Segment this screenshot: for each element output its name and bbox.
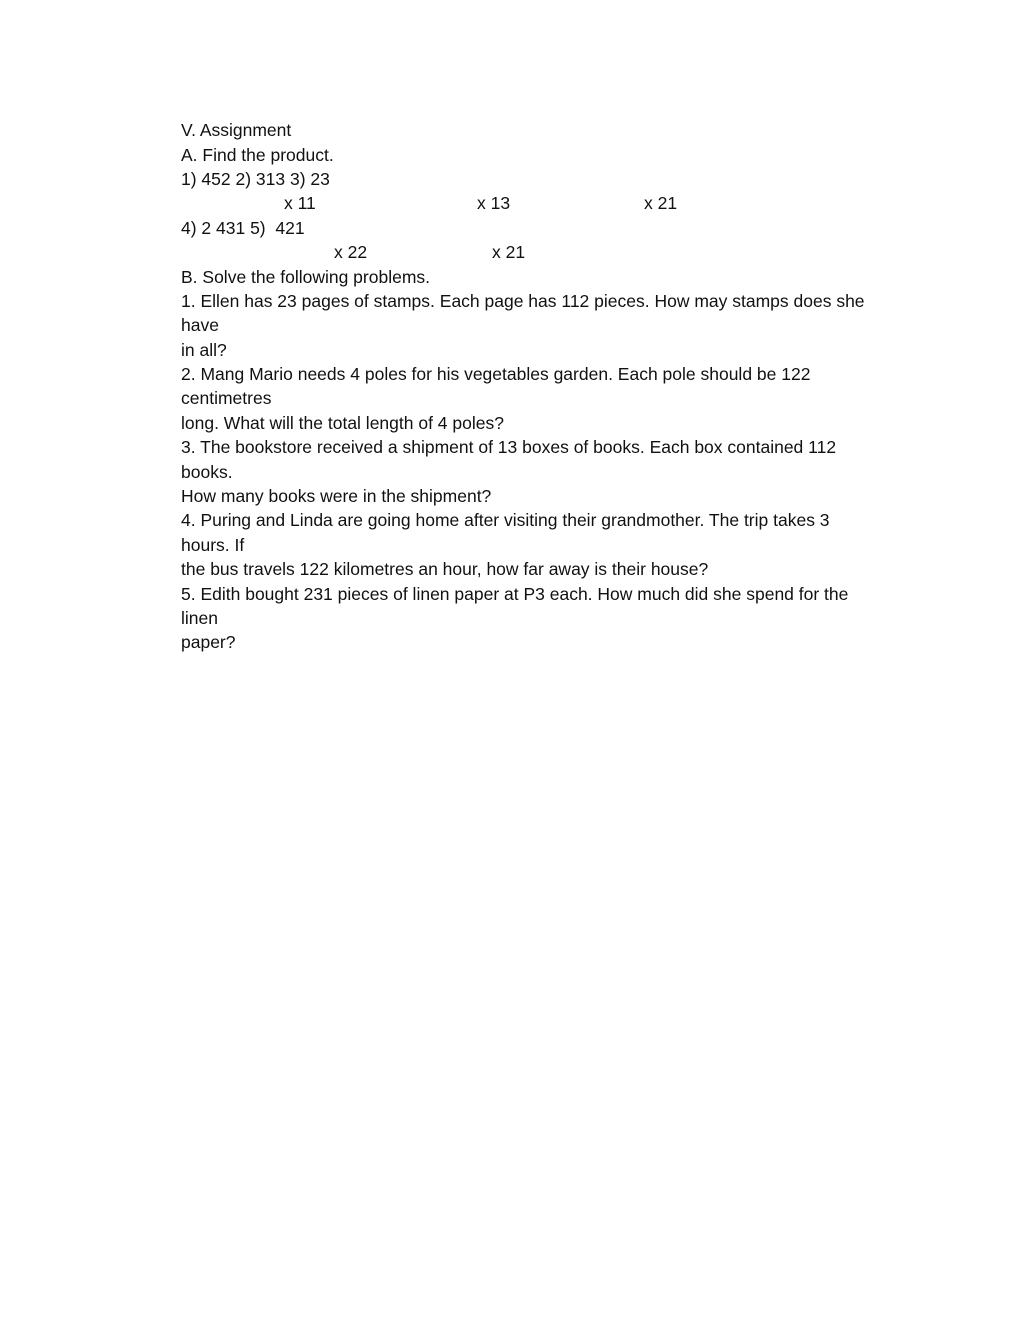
problem-line: long. What will the total length of 4 poles? bbox=[181, 413, 504, 433]
problem-line: centimetres bbox=[181, 388, 272, 408]
problem-line: books. bbox=[181, 462, 233, 482]
problem-line: linen bbox=[181, 608, 218, 628]
problem-line: the bus travels 122 kilometres an hour, how far away is their house? bbox=[181, 559, 709, 579]
problem-line: 5. Edith bought 231 pieces of linen paper at P3 each. How much did she spend for the bbox=[181, 584, 849, 604]
part-b-heading: B. Solve the following problems. bbox=[181, 267, 431, 287]
multiplier-5: x 21 bbox=[492, 242, 526, 262]
multiplier-4: x 22 bbox=[334, 242, 368, 262]
multiplier-3: x 21 bbox=[644, 193, 678, 213]
part-a-row-2: 4) 2 431 5) 421 bbox=[181, 218, 305, 238]
problem-line: paper? bbox=[181, 632, 236, 652]
multiplier-1: x 11 bbox=[284, 193, 316, 213]
problem-line: How many books were in the shipment? bbox=[181, 486, 492, 506]
part-a-heading: A. Find the product. bbox=[181, 145, 334, 165]
problem-line: 3. The bookstore received a shipment of 13 boxes of books. Each box contained 112 bbox=[181, 437, 837, 457]
section-title: V. Assignment bbox=[181, 120, 292, 140]
part-a-row-1: 1) 452 2) 313 3) 23 bbox=[181, 169, 330, 189]
problem-line: 1. Ellen has 23 pages of stamps. Each page has 112 pieces. How may stamps does she bbox=[181, 291, 865, 311]
problem-line: hours. If bbox=[181, 535, 245, 555]
problem-line: have bbox=[181, 315, 219, 335]
problem-line: in all? bbox=[181, 340, 227, 360]
multiplier-2: x 13 bbox=[477, 193, 511, 213]
problem-line: 2. Mang Mario needs 4 poles for his vegetables garden. Each pole should be 122 bbox=[181, 364, 811, 384]
problem-line: 4. Puring and Linda are going home after visiting their grandmother. The trip takes 3 bbox=[181, 510, 830, 530]
